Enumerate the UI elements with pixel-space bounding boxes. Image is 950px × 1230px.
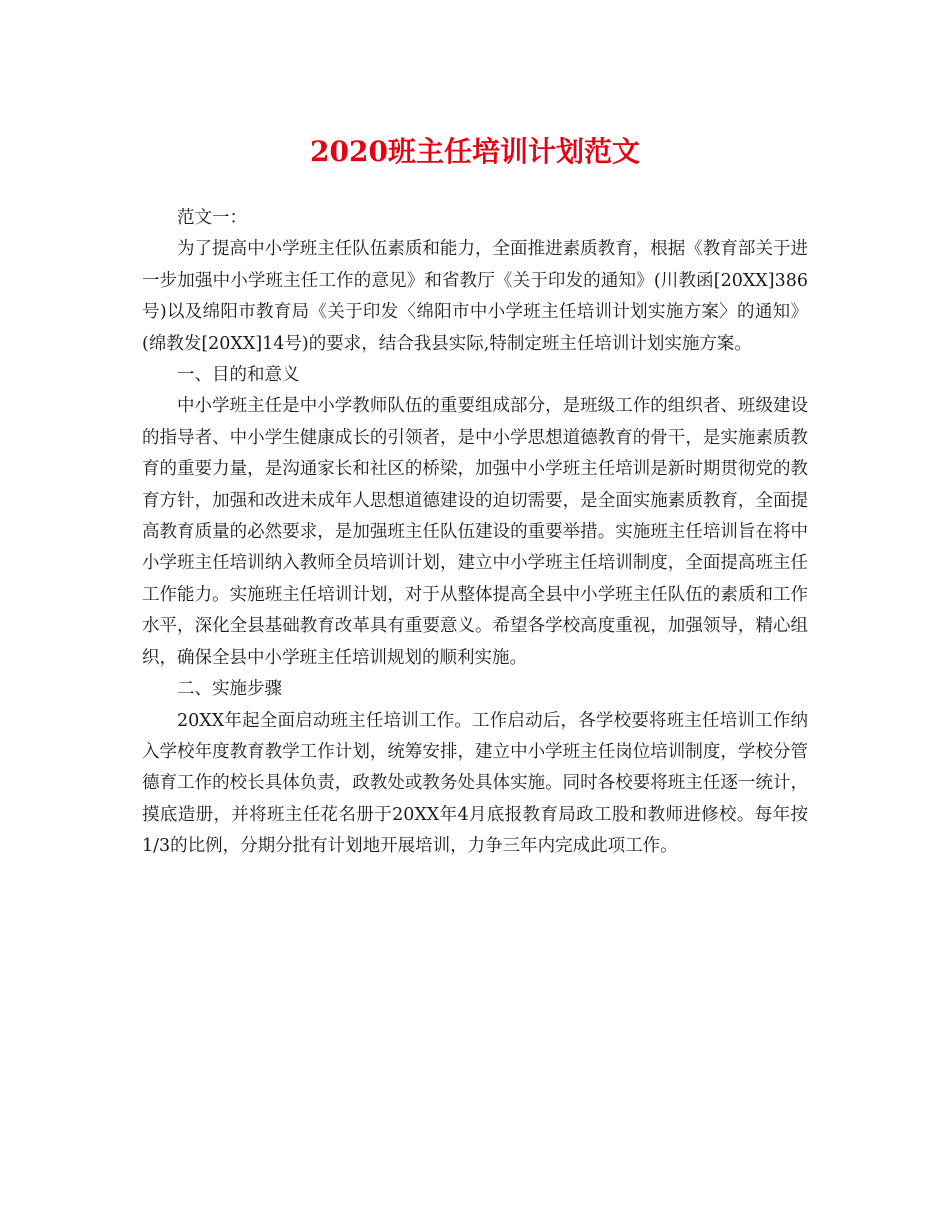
paragraph-heading-sample: 范文一： <box>177 208 247 228</box>
paragraph-intro: 为了提高中小学班主任队伍素质和能力，全面推进素质教育，根据《教育部关于进一步加强中小学班主任工作的意见》和省教厅《关于印发的通知》(川教函[20XX]386号)以及绵阳市教育局《关于印发〈绵阳市中小学班主任培训计划实施方案〉的通知》(绵教发[20XX]14号)的要求，结合我县实际,特制定班主任培训计划实施方案。 <box>142 239 808 354</box>
paragraph-purpose: 中小学班主任是中小学教师队伍的重要组成部分，是班级工作的组织者、班级建设的指导者、中小学生健康成长的引领者，是中小学思想道德教育的骨干，是实施素质教育的重要力量，是沟通家长和社区的桥梁，加强中小学班主任培训是新时期贯彻党的教育方针，加强和改进未成年人思想道德建设的迫切需要，是全面实施素质教育，全面提高教育质量的必然要求，是加强班主任队伍建设的重要举措。实施班主任培训旨在将中小学班主任培训纳入教师全员培训计划，建立中小学班主任培训制度，全面提高班主任工作能力。实施班主任培训计划，对于从整体提高全县中小学班主任队伍的素质和工作水平，深化全县基础教育改革具有重要意义。希望各学校高度重视，加强领导，精心组织，确保全县中小学班主任培训规划的顺利实施。 <box>142 396 808 668</box>
document-body <box>142 203 808 863</box>
document-title: 2020班主任培训计划范文 <box>310 135 640 168</box>
paragraph-steps: 20XX年起全面启动班主任培训工作。工作启动后，各学校要将班主任培训工作纳入学校年度教育教学工作计划，统筹安排，建立中小学班主任岗位培训制度，学校分管德育工作的校长具体负责，政教处或教务处具体实施。同时各校要将班主任逐一统计，摸底造册，并将班主任花名册于20XX年4月底报教育局政工股和教师进修校。每年按1/3的比例，分期分批有计划地开展培训，力争三年内完成此项工作。 <box>142 710 808 857</box>
section-heading-steps: 二、实施步骤 <box>177 679 282 700</box>
section-heading-purpose: 一、目的和意义 <box>177 365 300 386</box>
